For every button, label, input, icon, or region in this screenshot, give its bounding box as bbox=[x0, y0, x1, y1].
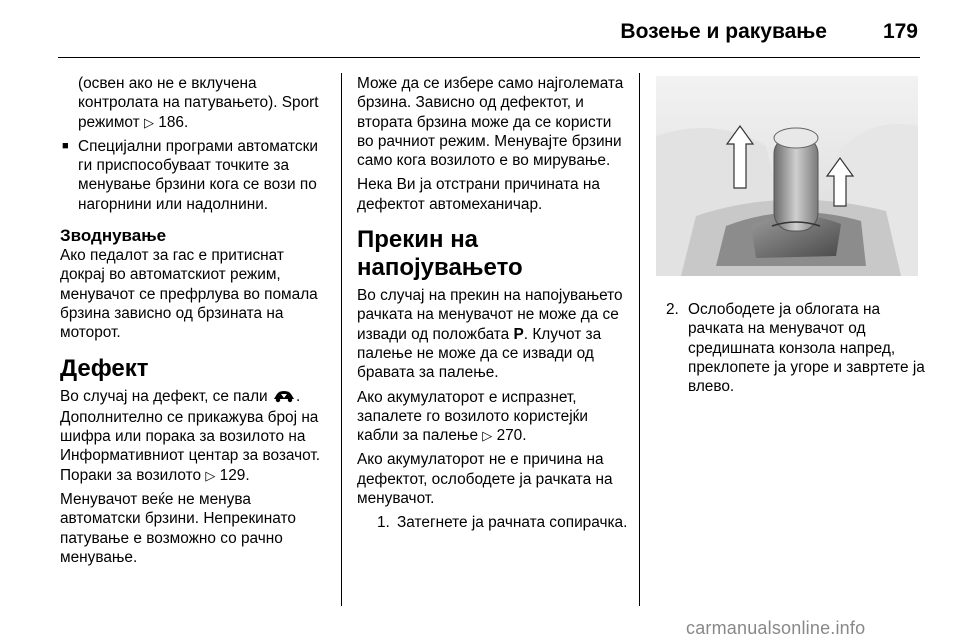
bullet-icon: ■ bbox=[62, 139, 69, 152]
heading-kickdown: Зводнување bbox=[60, 226, 167, 246]
column-1 bbox=[60, 74, 332, 572]
gear-lever-illustration bbox=[656, 76, 918, 276]
watermark: carmanualsonline.info bbox=[686, 618, 866, 638]
paragraph-fault: Во случај на дефект, се пали . Дополнително се прикажува број на шифра или порака за возилото на Информативниот центар за возачот. Пораки за возилото ▷ 129. bbox=[60, 387, 321, 484]
column-3 bbox=[666, 300, 926, 401]
car-transmission-warning-icon bbox=[272, 389, 296, 408]
column-divider-left bbox=[341, 73, 342, 606]
page-reference[interactable]: 270. bbox=[496, 427, 527, 445]
page-reference[interactable]: 186. bbox=[158, 113, 189, 131]
header-rule bbox=[58, 57, 920, 58]
page-reference[interactable]: 129. bbox=[219, 466, 250, 484]
paragraph-no-auto-shift: Менувачот веќе не менува автоматски брзини. Непрекинато патување е возможно со рачно менување. bbox=[60, 491, 296, 566]
step-2: 2. Ослободете ја облогата на рачката на менувачот од средишната конзола напред, преклопете ја угоре и завртете ја влево. bbox=[666, 301, 925, 396]
paragraph-mechanic: Нека Ви ја отстрани причината на дефектот автомеханичар. bbox=[357, 176, 600, 213]
paragraph-battery-discharged: Ако акумулаторот е испразнет, запалете го возилото користејќи кабли за палење ▷ 270. bbox=[357, 388, 588, 445]
paragraph-power-interruption: Во случај на прекин на напојувањето рачката на менувачот не може да се извади од положбата P. Клучот за палење не може да се извади од бравата за палење. bbox=[357, 287, 623, 382]
section-title: Возење и ракување bbox=[620, 20, 827, 43]
page-number: 179 bbox=[882, 20, 918, 43]
column-2 bbox=[357, 74, 629, 538]
paragraph-kickdown: Ако педалот за гас е притиснат докрај во автоматскиот режим, менувачот се префрлува во помала брзина зависно од брзината на моторот. bbox=[60, 247, 318, 342]
page-reference-arrow-icon: ▷ bbox=[143, 114, 154, 130]
heading-fault: Дефект bbox=[60, 354, 149, 382]
page-reference-arrow-icon: ▷ bbox=[205, 467, 216, 483]
paragraph-cruise: (освен ако не е вклучена контролата на патувањето). Sport режимот ▷ 186. bbox=[78, 75, 319, 131]
list-item-special-programs: ■ Специјални програми автоматски ги приспособуваат точките за менување брзини кога се вози по нагорнини или надолнини. bbox=[62, 137, 318, 213]
heading-power-interruption: Прекин на напојувањето bbox=[357, 226, 523, 282]
column-divider-right bbox=[639, 73, 640, 606]
page-reference-arrow-icon: ▷ bbox=[482, 428, 493, 444]
page-header bbox=[0, 0, 960, 58]
paragraph-highest-gear: Може да се избере само најголемата брзина. Зависно од дефектот, и втората брзина може да се користи во рачниот режим. Менувајте брзини само кога возилото е во мирување. bbox=[357, 75, 624, 170]
paragraph-release-lever: Ако акумулаторот не е причина на дефектот, ослободете ја рачката на менувачот. bbox=[357, 451, 613, 508]
step-1: 1. Затегнете ја рачната сопирачка. bbox=[377, 514, 628, 532]
